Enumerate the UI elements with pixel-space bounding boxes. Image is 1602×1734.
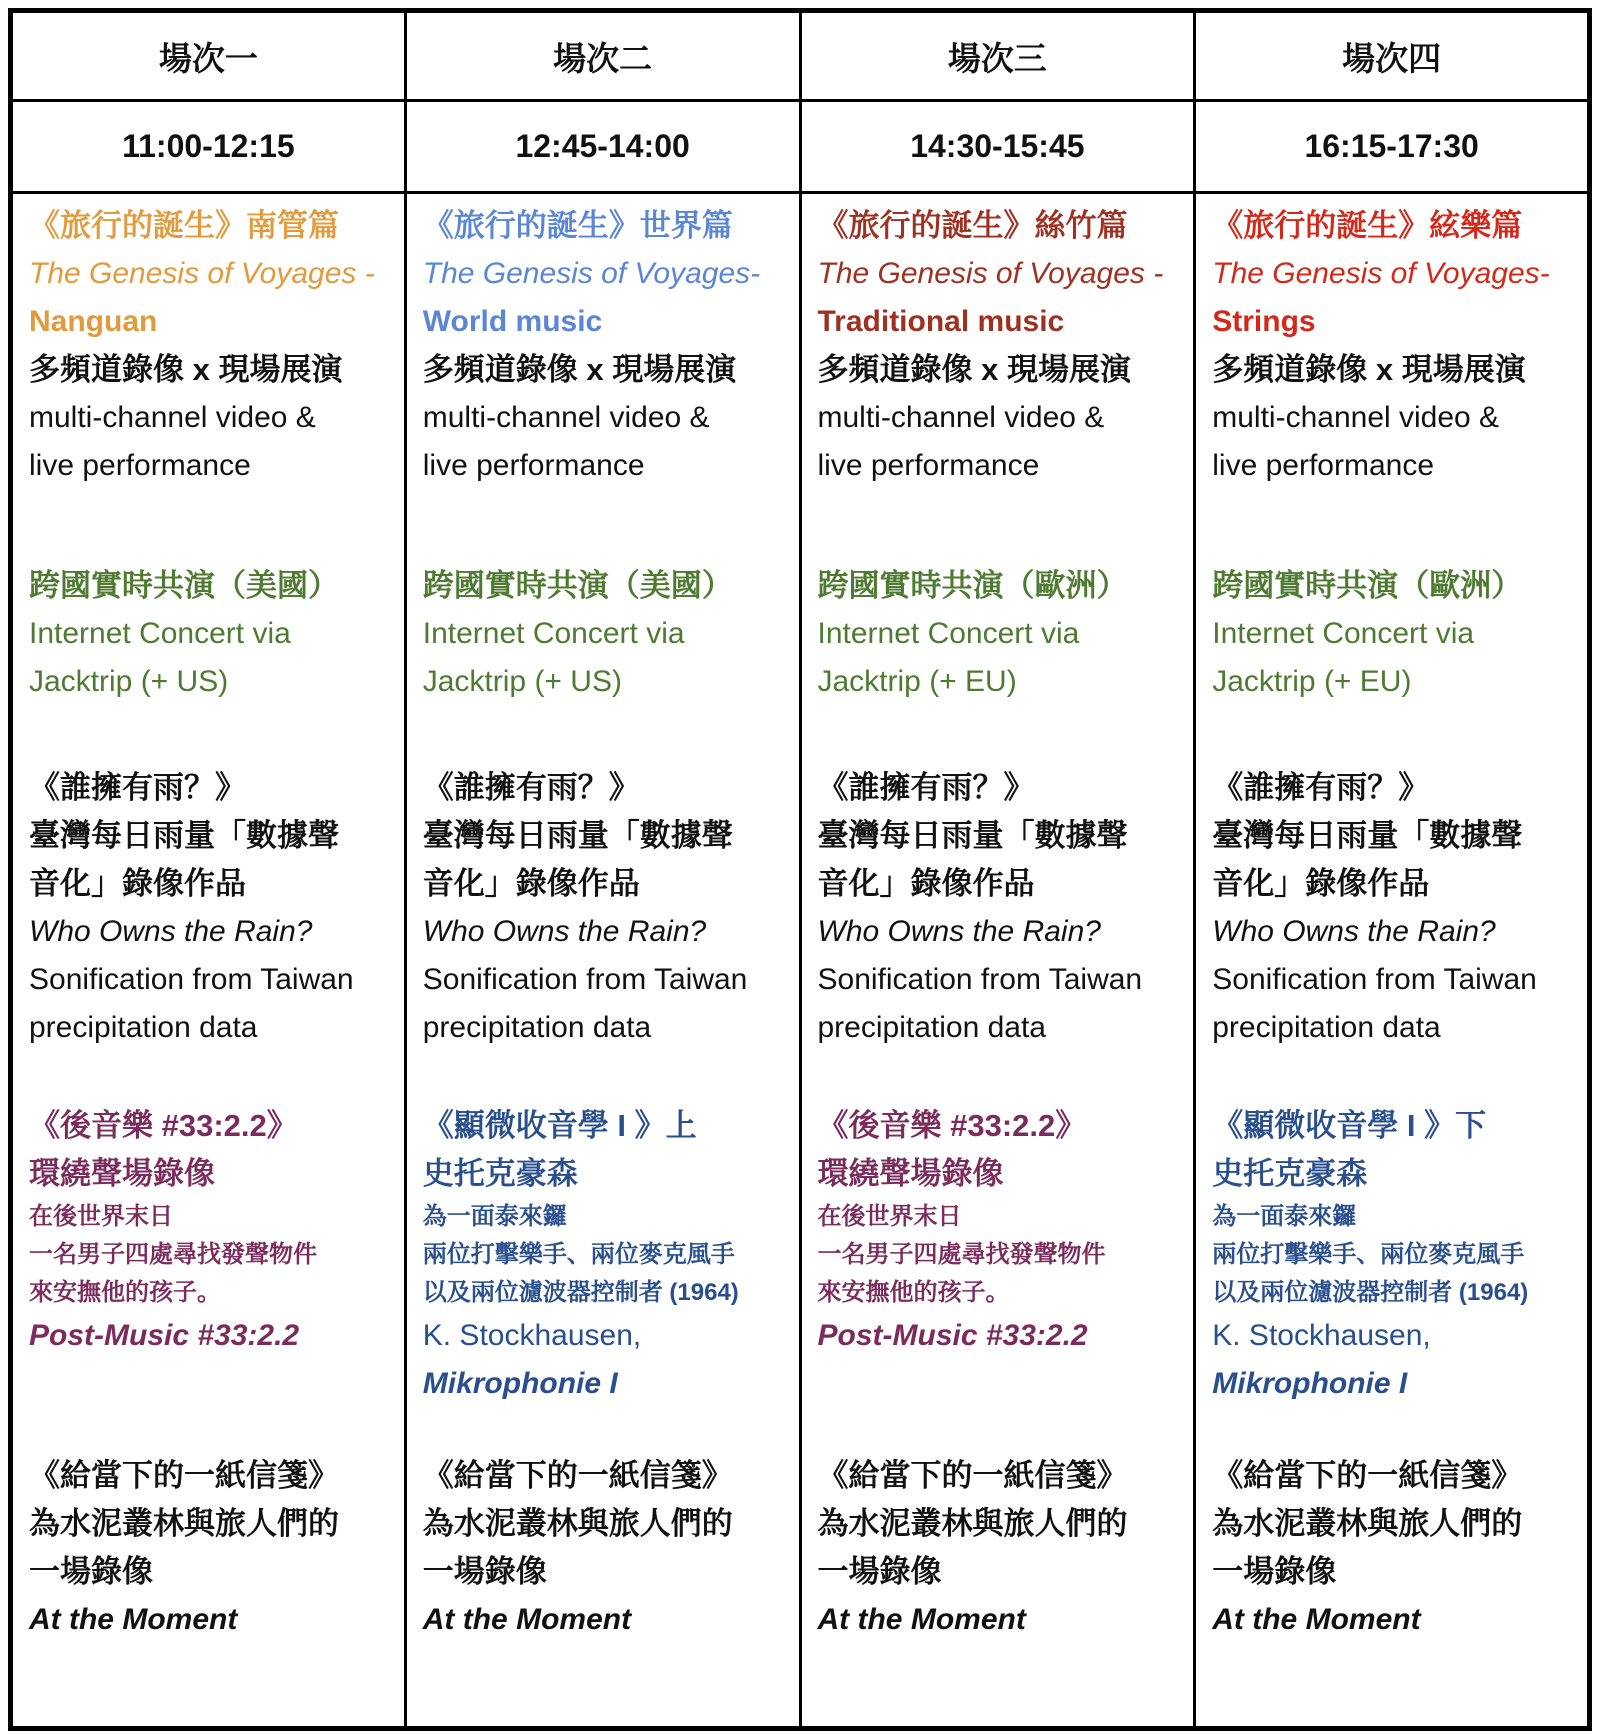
program-feature [818,1102,1184,1452]
feature-sub-zh: 史托克豪森 [1212,1156,1368,1191]
program-genesis [29,202,394,490]
moment-sub-zh-line1: 為水泥叢林與旅人們的 [1212,1506,1523,1541]
session-program-row [11,193,1590,1729]
genesis-subtitle-en: World music [422,305,603,338]
rain-en-line2: precipitation data [1212,1011,1441,1044]
rain-sub-zh-line2: 音化」錄像作品 [422,866,640,901]
rain-en-line2: precipitation data [817,1011,1046,1044]
concert-zh: 跨國實時共演（美國） [422,568,733,603]
feature-desc-line1: 為一面泰來鑼 [422,1203,567,1230]
moment-sub-zh-line1: 為水泥叢林與旅人們的 [817,1506,1128,1541]
session-time-row [11,101,1590,193]
rain-en-line2: precipitation data [29,1011,258,1044]
genesis-subtitle-en: Nanguan [29,305,158,338]
production-en-line2: live performance [422,449,645,482]
feature-composer-en: K. Stockhausen, [422,1319,642,1352]
rain-sub-zh-line2: 音化」錄像作品 [29,866,246,901]
concert-zh: 跨國實時共演（歐洲） [1212,568,1523,603]
concert-en-line1: Internet Concert via [29,617,291,650]
session-2-header: 場次二 [405,11,800,101]
session-1-cell [11,193,406,1729]
concert-schedule-table [8,8,1592,1731]
program-moment [29,1452,394,1644]
session-3-header: 場次三 [800,11,1195,101]
rain-title-zh: 《誰擁有雨？》 [817,770,1035,805]
session-1-time: 11:00-12:15 [11,101,406,193]
concert-zh: 跨國實時共演（美國） [29,568,339,603]
session-4-cell [1195,193,1590,1729]
program-feature [1212,1102,1577,1452]
feature-desc-line3: 來安撫他的孩子。 [29,1279,221,1306]
moment-sub-zh-line2: 一場錄像 [422,1554,547,1589]
feature-desc-line3: 以及兩位濾波器控制者 (1964) [1212,1279,1529,1306]
moment-title-zh: 《給當下的一紙信箋》 [817,1458,1128,1493]
genesis-title-zh: 《旅行的誕生》世界篇 [422,208,733,243]
genesis-title-en: The Genesis of Voyages- [422,257,761,290]
production-en-line2: live performance [29,449,251,482]
session-3-time: 14:30-15:45 [800,101,1195,193]
feature-sub-zh: 環繞聲場錄像 [817,1156,1004,1191]
rain-title-en: Who Owns the Rain? [29,915,313,948]
feature-sub-zh: 史托克豪森 [422,1156,578,1191]
moment-sub-zh-line1: 為水泥叢林與旅人們的 [422,1506,733,1541]
session-2-time: 12:45-14:00 [405,101,800,193]
production-en-line2: live performance [1212,449,1435,482]
genesis-title-en: The Genesis of Voyages- [1212,257,1550,290]
feature-desc-line3: 來安撫他的孩子。 [817,1279,1010,1306]
program-rain [423,764,789,1052]
feature-title-en: Mikrophonie I [422,1367,618,1400]
moment-title-zh: 《給當下的一紙信箋》 [422,1458,733,1493]
production-zh: 多頻道錄像 x 現場展演 [29,352,343,387]
rain-title-en: Who Owns the Rain? [422,915,707,948]
rain-title-en: Who Owns the Rain? [817,915,1101,948]
session-header-row [11,11,1590,101]
program-internet-concert [29,562,394,706]
concert-en-line2: Jacktrip (+ US) [29,665,229,698]
moment-title-en: At the Moment [817,1603,1026,1636]
rain-en-line2: precipitation data [422,1011,652,1044]
concert-en-line1: Internet Concert via [422,617,685,650]
concert-en-line2: Jacktrip (+ EU) [817,665,1017,698]
genesis-title-zh: 《旅行的誕生》南管篇 [29,208,339,243]
feature-desc-line2: 兩位打擊樂手、兩位麥克風手 [1212,1241,1525,1268]
feature-title-zh: 《後音樂 #33:2.2》 [817,1108,1087,1143]
feature-title-zh: 《後音樂 #33:2.2》 [29,1108,298,1143]
feature-title-en: Post-Music #33:2.2 [29,1319,300,1352]
program-internet-concert [423,562,789,706]
program-moment [423,1452,789,1644]
rain-sub-zh-line1: 臺灣每日雨量「數據聲 [817,818,1128,853]
program-moment [818,1452,1184,1644]
production-en-line2: live performance [817,449,1040,482]
production-zh: 多頻道錄像 x 現場展演 [1212,352,1526,387]
rain-en-line1: Sonification from Taiwan [1212,963,1537,996]
production-zh: 多頻道錄像 x 現場展演 [422,352,737,387]
rain-sub-zh-line2: 音化」錄像作品 [1212,866,1430,901]
feature-title-en: Post-Music #33:2.2 [817,1319,1088,1352]
feature-title-zh: 《顯微收音學 I 》下 [1212,1108,1487,1143]
feature-desc-line2: 一名男子四處尋找發聲物件 [29,1241,317,1268]
rain-title-zh: 《誰擁有雨？》 [29,770,246,805]
genesis-title-zh: 《旅行的誕生》絃樂篇 [1212,208,1523,243]
moment-title-en: At the Moment [1212,1603,1421,1636]
genesis-title-en: The Genesis of Voyages - [817,257,1164,290]
genesis-subtitle-en: Strings [1212,305,1316,338]
session-4-time: 16:15-17:30 [1195,101,1590,193]
feature-title-zh: 《顯微收音學 I 》上 [422,1108,697,1143]
session-1-header: 場次一 [11,11,406,101]
feature-desc-line3: 以及兩位濾波器控制者 (1964) [422,1279,739,1306]
feature-desc-line1: 為一面泰來鑼 [1212,1203,1357,1230]
concert-en-line1: Internet Concert via [817,617,1080,650]
concert-en-line2: Jacktrip (+ US) [422,665,622,698]
genesis-title-zh: 《旅行的誕生》絲竹篇 [817,208,1128,243]
concert-zh: 跨國實時共演（歐洲） [817,568,1128,603]
production-en-line1: multi-channel video & [422,401,710,434]
session-4-header: 場次四 [1195,11,1590,101]
moment-sub-zh-line2: 一場錄像 [29,1554,153,1589]
production-zh: 多頻道錄像 x 現場展演 [817,352,1131,387]
moment-title-zh: 《給當下的一紙信箋》 [29,1458,339,1493]
rain-title-zh: 《誰擁有雨？》 [422,770,640,805]
moment-sub-zh-line2: 一場錄像 [1212,1554,1337,1589]
moment-sub-zh-line1: 為水泥叢林與旅人們的 [29,1506,339,1541]
program-feature [423,1102,789,1452]
feature-desc-line1: 在後世界末日 [817,1203,962,1230]
genesis-title-en: The Genesis of Voyages - [29,257,375,290]
program-genesis [818,202,1184,490]
moment-title-en: At the Moment [29,1603,238,1636]
program-rain [1212,764,1577,1052]
rain-title-en: Who Owns the Rain? [1212,915,1496,948]
session-3-cell [800,193,1195,1729]
moment-sub-zh-line2: 一場錄像 [817,1554,942,1589]
program-genesis [423,202,789,490]
program-feature [29,1102,394,1452]
feature-desc-line2: 一名男子四處尋找發聲物件 [817,1241,1106,1268]
rain-en-line1: Sonification from Taiwan [422,963,748,996]
genesis-subtitle-en: Traditional music [817,305,1065,338]
feature-title-en: Mikrophonie I [1212,1367,1408,1400]
production-en-line1: multi-channel video & [29,401,316,434]
feature-desc-line1: 在後世界末日 [29,1203,173,1230]
concert-en-line1: Internet Concert via [1212,617,1475,650]
rain-en-line1: Sonification from Taiwan [817,963,1143,996]
program-rain [29,764,394,1052]
session-2-cell [405,193,800,1729]
moment-title-zh: 《給當下的一紙信箋》 [1212,1458,1523,1493]
rain-sub-zh-line1: 臺灣每日雨量「數據聲 [1212,818,1523,853]
program-internet-concert [1212,562,1577,706]
program-genesis [1212,202,1577,490]
program-rain [818,764,1184,1052]
feature-sub-zh: 環繞聲場錄像 [29,1156,215,1191]
rain-en-line1: Sonification from Taiwan [29,963,354,996]
feature-composer-en: K. Stockhausen, [1212,1319,1431,1352]
moment-title-en: At the Moment [422,1603,632,1636]
program-moment [1212,1452,1577,1644]
rain-sub-zh-line2: 音化」錄像作品 [817,866,1035,901]
rain-sub-zh-line1: 臺灣每日雨量「數據聲 [422,818,733,853]
program-internet-concert [818,562,1184,706]
production-en-line1: multi-channel video & [817,401,1105,434]
production-en-line1: multi-channel video & [1212,401,1500,434]
rain-sub-zh-line1: 臺灣每日雨量「數據聲 [29,818,339,853]
concert-en-line2: Jacktrip (+ EU) [1212,665,1412,698]
feature-desc-line2: 兩位打擊樂手、兩位麥克風手 [422,1241,735,1268]
rain-title-zh: 《誰擁有雨？》 [1212,770,1430,805]
